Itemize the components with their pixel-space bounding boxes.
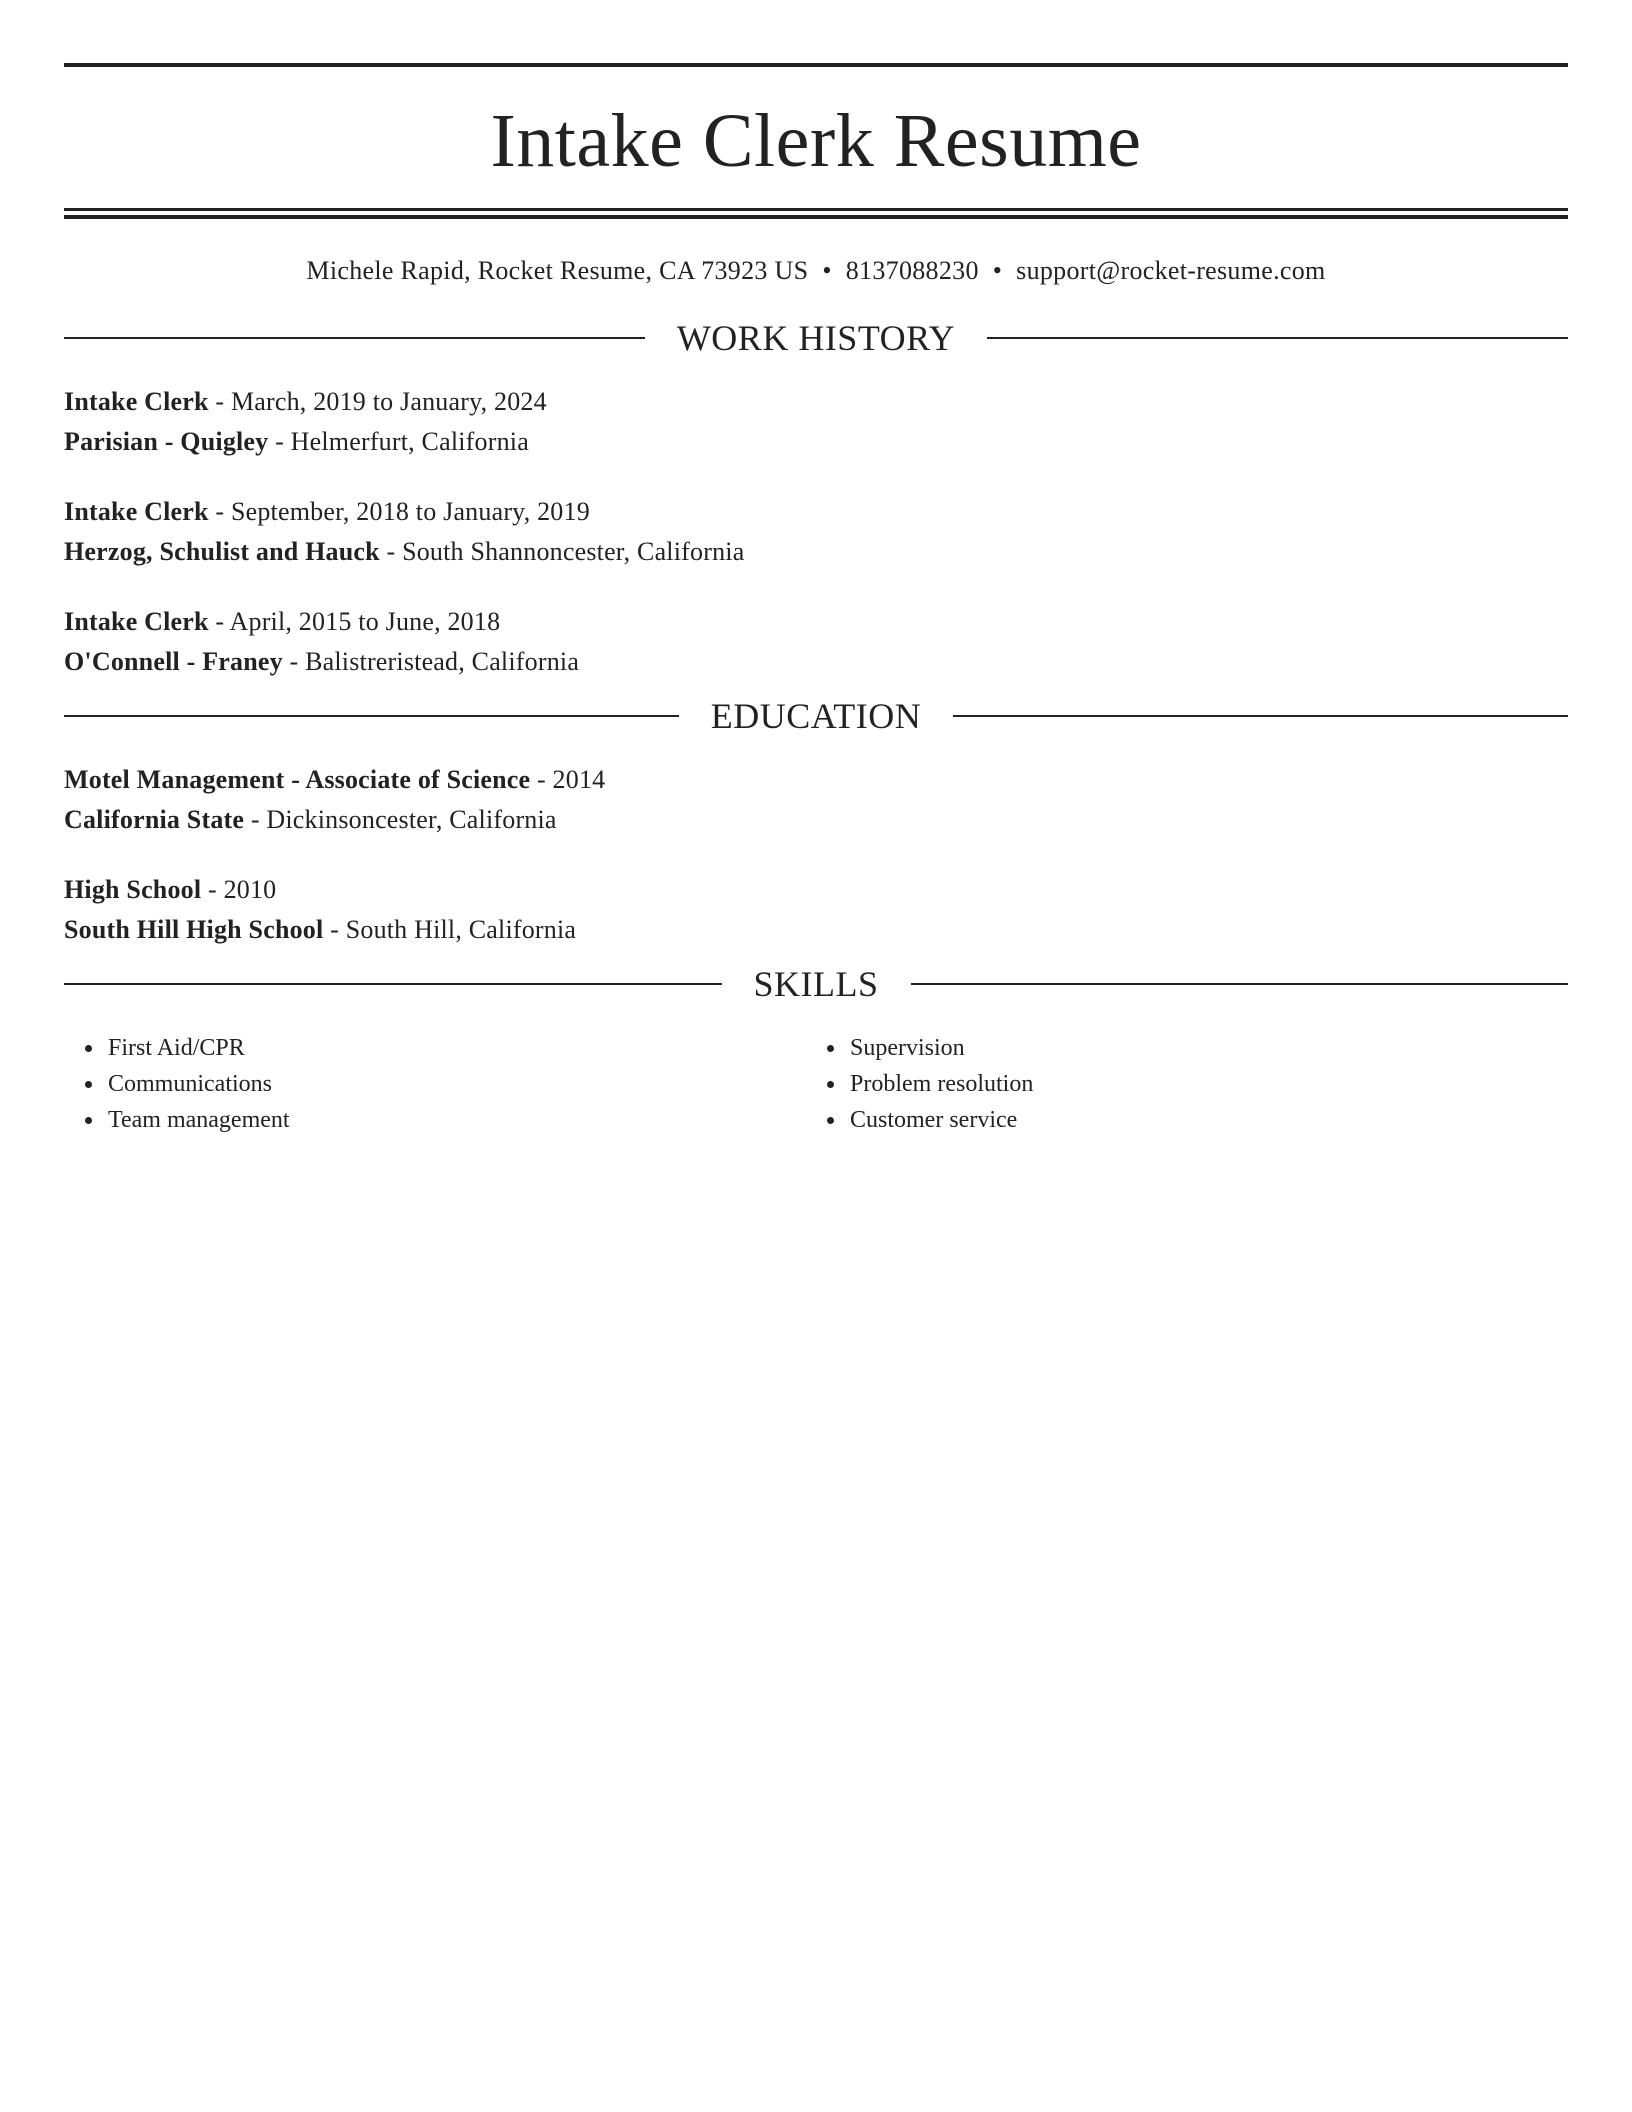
school-name: South Hill High School	[64, 915, 324, 944]
job-title: Intake Clerk	[64, 607, 209, 636]
section-title: EDUCATION	[710, 696, 922, 736]
section-rule-right	[987, 337, 1568, 339]
skills-heading	[64, 964, 1568, 1004]
work-entry	[64, 602, 1568, 682]
contact-phone: 8137088230	[845, 256, 979, 285]
company-name: O'Connell - Franey	[64, 647, 283, 676]
section-rule-left	[64, 715, 679, 717]
work-entry-line-2: Parisian - Quigley - Helmerfurt, California	[64, 427, 529, 456]
job-dates: September, 2018 to January, 2019	[230, 497, 590, 526]
skills-list	[64, 1030, 1568, 1138]
work-history-heading	[64, 318, 1568, 358]
education-entry	[64, 760, 1568, 840]
work-entry	[64, 382, 1568, 462]
job-dates: March, 2019 to January, 2024	[230, 387, 547, 416]
education-heading	[64, 696, 1568, 736]
work-entry-line-2: Herzog, Schulist and Hauck - South Shannoncester, California	[64, 537, 745, 566]
school-location: South Hill, California	[345, 915, 577, 944]
company-name: Herzog, Schulist and Hauck	[64, 537, 380, 566]
section-title: WORK HISTORY	[676, 318, 956, 358]
education-entry-line-1: High School - 2010	[64, 875, 277, 904]
skill-item: Supervision	[850, 1030, 1548, 1066]
resume-title: Intake Clerk Resume	[490, 99, 1142, 183]
job-title: Intake Clerk	[64, 497, 209, 526]
skills-column-left	[64, 1030, 806, 1138]
title-double-rule	[64, 208, 1568, 219]
skill-item: Problem resolution	[850, 1066, 1548, 1102]
graduation-year: 2010	[223, 875, 277, 904]
skill-item: Team management	[108, 1102, 806, 1138]
company-location: Helmerfurt, California	[290, 427, 529, 456]
section-rule-right	[911, 983, 1569, 985]
contact-separator: •	[822, 256, 832, 285]
job-title: Intake Clerk	[64, 387, 209, 416]
section-rule-left	[64, 983, 722, 985]
company-location: South Shannoncester, California	[402, 537, 745, 566]
education-entry-line-2: California State - Dickinsoncester, California	[64, 805, 557, 834]
education-entry-line-2: South Hill High School - South Hill, California	[64, 915, 577, 944]
education-entry-line-1: Motel Management - Associate of Science - 2014	[64, 765, 606, 794]
graduation-year: 2014	[552, 765, 606, 794]
work-entry-line-1: Intake Clerk - April, 2015 to June, 2018	[64, 607, 501, 636]
education-entry	[64, 870, 1568, 950]
work-entry-line-1: Intake Clerk - March, 2019 to January, 2024	[64, 387, 547, 416]
degree-name: Motel Management - Associate of Science	[64, 765, 531, 794]
contact-email: support@rocket-resume.com	[1016, 256, 1326, 285]
company-location: Balistreristead, California	[305, 647, 580, 676]
job-dates: April, 2015 to June, 2018	[229, 607, 501, 636]
section-rule-left	[64, 337, 645, 339]
school-location: Dickinsoncester, California	[266, 805, 557, 834]
skill-item: First Aid/CPR	[108, 1030, 806, 1066]
section-rule-right	[953, 715, 1568, 717]
skills-column-right	[806, 1030, 1548, 1138]
section-title: SKILLS	[753, 964, 879, 1004]
school-name: California State	[64, 805, 245, 834]
skill-item: Customer service	[850, 1102, 1548, 1138]
degree-name: High School	[64, 875, 202, 904]
resume-page	[64, 63, 1568, 1138]
work-entry-line-2: O'Connell - Franey - Balistreristead, California	[64, 647, 580, 676]
company-name: Parisian - Quigley	[64, 427, 269, 456]
skill-item: Communications	[108, 1066, 806, 1102]
contact-separator: •	[992, 256, 1003, 285]
contact-address: Michele Rapid, Rocket Resume, CA 73923 US	[306, 256, 809, 285]
work-entry	[64, 492, 1568, 572]
work-entry-line-1: Intake Clerk - September, 2018 to January, 2019	[64, 497, 590, 526]
contact-line	[64, 255, 1568, 287]
top-rule	[64, 63, 1568, 67]
